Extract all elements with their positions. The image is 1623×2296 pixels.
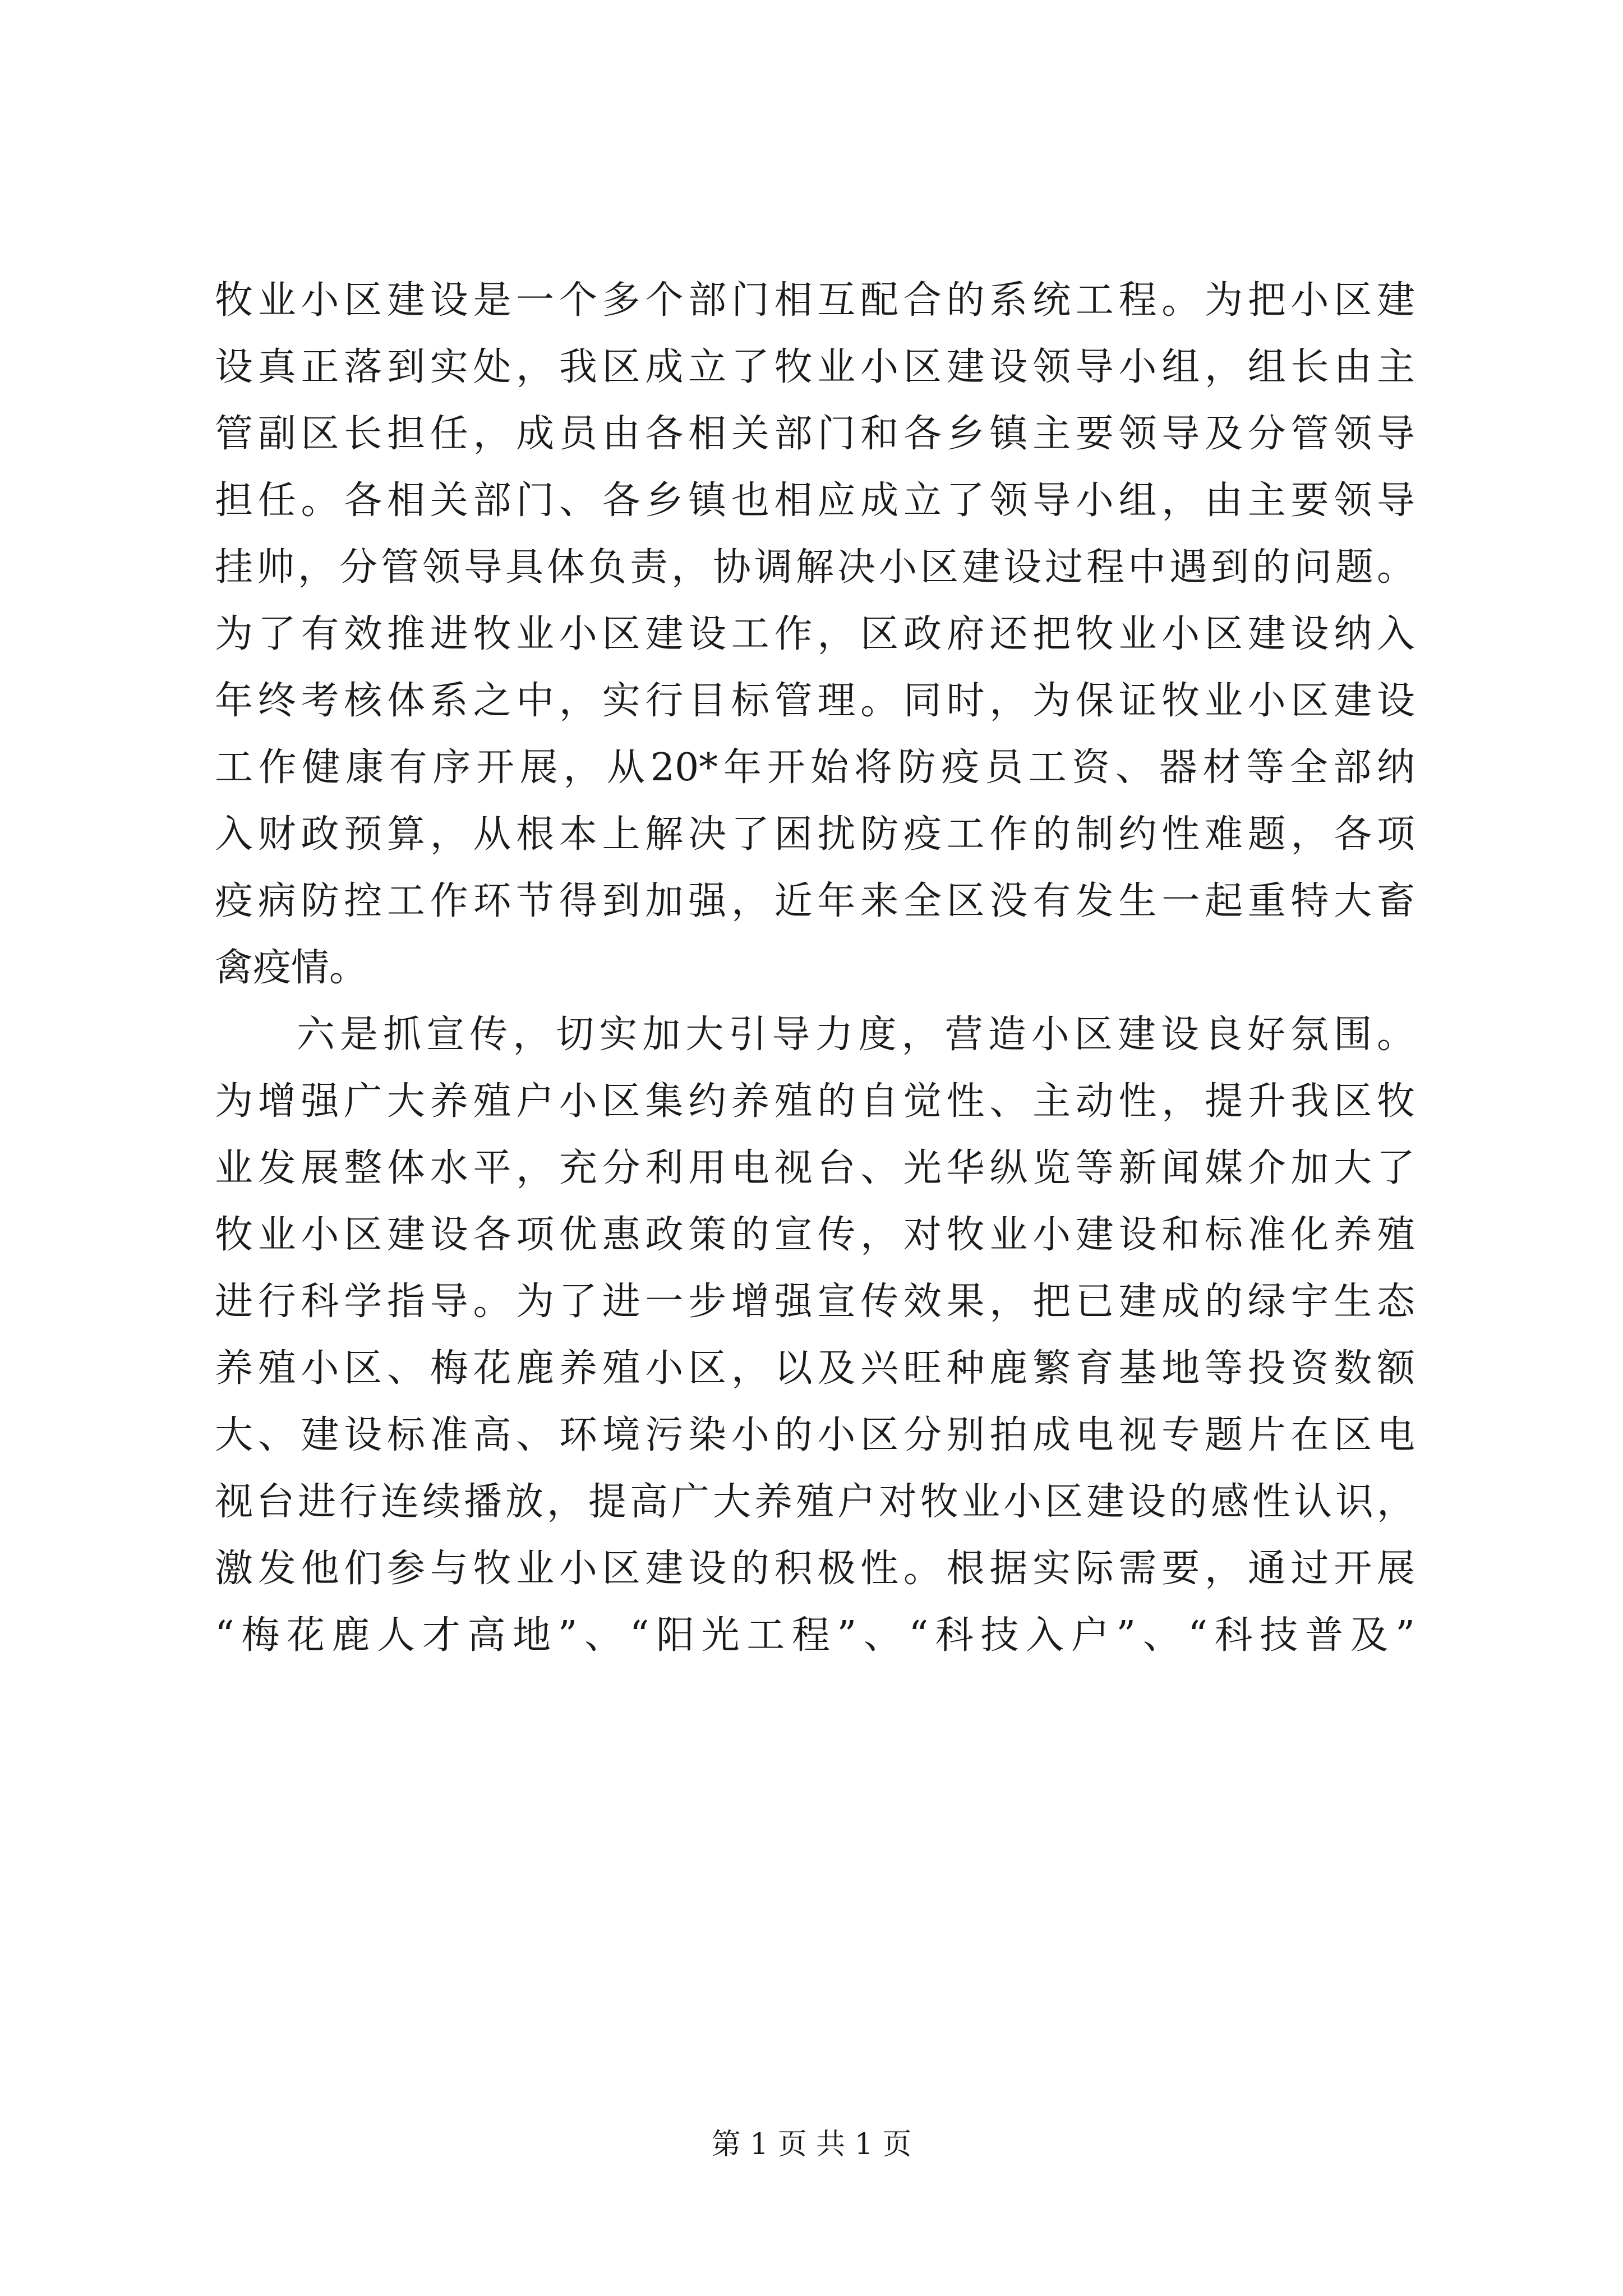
text-line: 疫病防控工作环节得到加强，近年来全区没有发生一起重特大畜 [215,879,1415,923]
text-line: 为了有效推进牧业小区建设工作，区政府还把牧业小区建设纳入 [215,612,1415,656]
text-line: 年终考核体系之中，实行目标管理。同时，为保证牧业小区建设 [215,679,1415,723]
text-line: 禽疫情。 [215,946,368,990]
text-line: 进行科学指导。为了进一步增强宣传效果，把已建成的绿宇生态 [215,1280,1415,1324]
text-line: 挂帅，分管领导具体负责，协调解决小区建设过程中遇到的问题。 [215,545,1415,590]
text-line: 工作健康有序开展，从20*年开始将防疫员工资、器材等全部纳 [215,746,1415,790]
text-line: 业发展整体水平，充分利用电视台、光华纵览等新闻媒介加大了 [215,1146,1415,1190]
text-line: 设真正落到实处，我区成立了牧业小区建设领导小组，组长由主 [215,345,1415,389]
text-line: 为增强广大养殖户小区集约养殖的自觉性、主动性，提升我区牧 [215,1079,1415,1124]
page-footer: 第 1 页 共 1 页 [711,2128,912,2161]
text-line: 六是抓宣传，切实加大引导力度，营造小区建设良好氛围。 [297,1013,1415,1057]
text-line: 激发他们参与牧业小区建设的积极性。根据实际需要，通过开展 [215,1547,1415,1591]
text-line: 担任。各相关部门、各乡镇也相应成立了领导小组，由主要领导 [215,478,1415,523]
text-line: 大、建设标准高、环境污染小的小区分别拍成电视专题片在区电 [215,1413,1415,1457]
body-text [215,267,1415,1669]
text-line: 牧业小区建设是一个多个部门相互配合的系统工程。为把小区建 [215,278,1415,323]
text-line: 养殖小区、梅花鹿养殖小区，以及兴旺种鹿繁育基地等投资数额 [215,1346,1415,1391]
text-line: 视台进行连续播放，提高广大养殖户对牧业小区建设的感性认识， [215,1480,1415,1524]
text-line: “梅花鹿人才高地”、“阳光工程”、“科技入户”、“科技普及” [215,1613,1415,1658]
text-line: 入财政预算，从根本上解决了困扰防疫工作的制约性难题，各项 [215,812,1415,857]
text-line: 管副区长担任，成员由各相关部门和各乡镇主要领导及分管领导 [215,412,1415,456]
text-line: 牧业小区建设各项优惠政策的宣传，对牧业小建设和标准化养殖 [215,1213,1415,1257]
